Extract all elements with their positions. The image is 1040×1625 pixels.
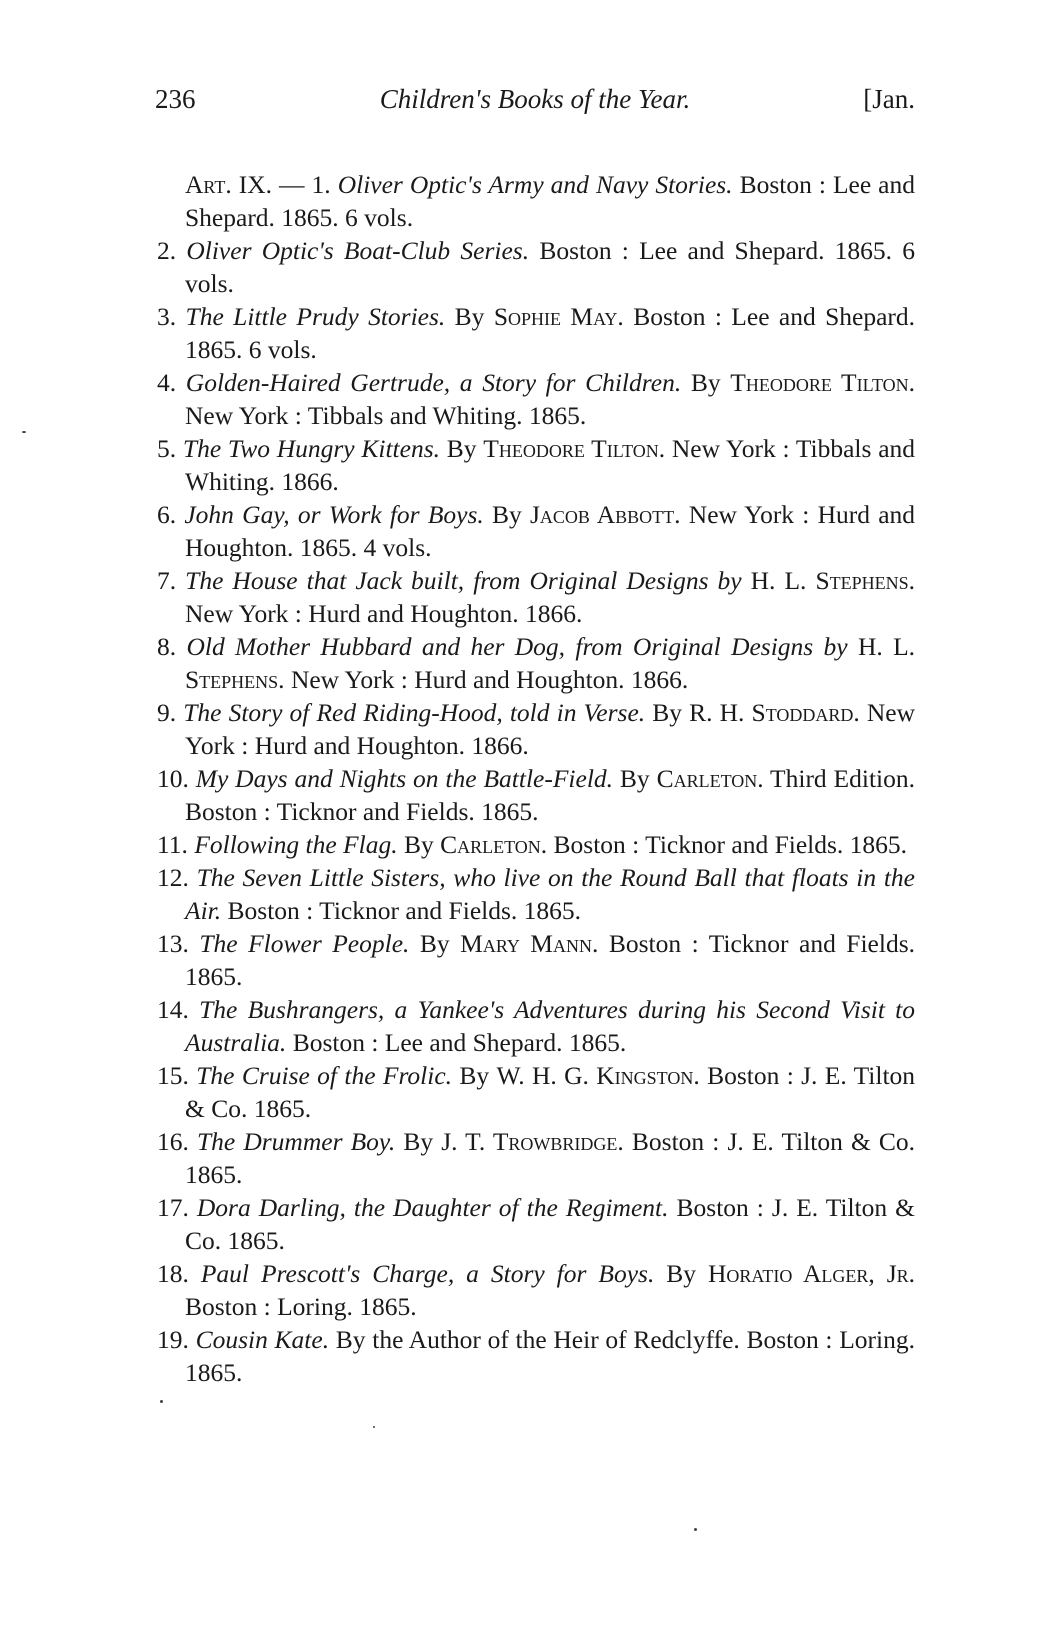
entry-title: Paul Prescott's Charge, a Story for Boys. [200, 1259, 655, 1288]
entry-title: The Bushrangers, a Yankee's Adventures during his Second Visit to Australia. [185, 995, 915, 1057]
entry-imprint: Boston : Lee and Shepard. 1865. 6 vols. [185, 170, 915, 232]
entry-title: Golden-Haired Gertrude, a Story for Children. [185, 368, 682, 397]
page-number: 236 [155, 84, 196, 114]
running-month: [Jan. [863, 84, 915, 114]
entry-imprint: New York : Tibbals and Whiting. 1866. [185, 434, 916, 496]
entry-title: Old Mother Hubbard and her Dog, from Original Designs by [186, 632, 848, 661]
entry-by: By [459, 1061, 490, 1090]
entry-author: J. T. Trowbridge. [441, 1127, 624, 1156]
entry-title: The Seven Little Sisters, who live on the Round Ball that floats in the Air. [185, 863, 915, 925]
entry-number: 7. [157, 566, 177, 595]
entry-title: The Little Prudy Stories. [185, 302, 446, 331]
entry-author: H. L. Stephens. [185, 632, 916, 694]
entry-by: By [446, 434, 477, 463]
entry-author: Theodore Tilton. [730, 368, 915, 397]
entry-by: By [419, 929, 450, 958]
book-entry [157, 828, 915, 861]
entry-imprint: New York : Hurd and Houghton. 1866. [290, 665, 689, 694]
entry-by: By [666, 1259, 697, 1288]
entry-title: Following the Flag. [194, 830, 398, 859]
entry-imprint: Boston : J. E. Tilton & Co. 1865. [185, 1127, 916, 1189]
entry-number: 18. [157, 1259, 189, 1288]
entry-by: By [690, 368, 721, 397]
entry-title: The Flower People. [199, 929, 410, 958]
entry-by: By [454, 302, 485, 331]
entry-by: By [403, 830, 434, 859]
paper-speck [160, 1400, 163, 1403]
entry-imprint: New York : Hurd and Houghton. 1865. 4 vols. [185, 500, 916, 562]
book-entry [157, 762, 915, 828]
entry-author: Horatio Alger, Jr. [708, 1259, 915, 1288]
paper-speck [22, 431, 26, 433]
book-entry [157, 564, 915, 630]
entry-imprint: Boston : J. E. Tilton & Co. 1865. [185, 1061, 916, 1123]
entry-author: Jacob Abbott. [530, 500, 681, 529]
entry-title: Dora Darling, the Daughter of the Regiment. [196, 1193, 669, 1222]
book-entry [157, 861, 915, 927]
entry-number: 8. [157, 632, 177, 661]
entry-number: 15. [157, 1061, 189, 1090]
book-entry [157, 927, 915, 993]
entry-by: By [619, 764, 650, 793]
entry-number: 11. [157, 830, 188, 859]
book-entry [157, 168, 915, 234]
entry-number: 9. [157, 698, 177, 727]
entry-number: Art. IX. — 1. [185, 170, 331, 199]
book-entry [157, 498, 915, 564]
entry-author: H. L. Stephens. [750, 566, 916, 595]
entry-author: R. H. Stoddard. [689, 698, 860, 727]
entry-author: Carleton. [656, 764, 764, 793]
book-entry [157, 1323, 915, 1389]
book-entry [157, 1059, 915, 1125]
book-entry [157, 993, 915, 1059]
entry-title: The Story of Red Riding-Hood, told in Verse. [183, 698, 646, 727]
entry-imprint: Boston : Lee and Shepard. 1865. 6 vols. [185, 302, 916, 364]
book-entry [157, 696, 915, 762]
entry-imprint: Third Edition. Boston : Ticknor and Fields. 1865. [185, 764, 916, 826]
entry-imprint: Boston : Ticknor and Fields. 1865. [185, 929, 916, 991]
entry-title: The House that Jack built, from Original Designs by [185, 566, 742, 595]
book-entry [157, 234, 915, 300]
entry-imprint: Boston : Loring. 1865. [185, 1292, 417, 1321]
book-entry [157, 1125, 915, 1191]
entry-number: 16. [157, 1127, 189, 1156]
entry-title: My Days and Nights on the Battle-Field. [195, 764, 614, 793]
entry-imprint: New York : Hurd and Houghton. 1866. [185, 698, 916, 760]
running-title: Children's Books of the Year. [379, 84, 691, 114]
book-entry [157, 366, 915, 432]
entry-number: 5. [157, 434, 177, 463]
book-entry [157, 300, 915, 366]
entry-number: 2. [157, 236, 177, 265]
entry-by: By [652, 698, 683, 727]
entry-author: Sophie May. [493, 302, 624, 331]
entry-title: The Two Hungry Kittens. [182, 434, 440, 463]
entry-number: 13. [157, 929, 189, 958]
running-header [155, 84, 915, 124]
book-entry [157, 1191, 915, 1257]
book-entry [157, 630, 915, 696]
entry-number: 12. [157, 863, 189, 892]
entry-title: The Cruise of the Frolic. [196, 1061, 453, 1090]
entry-imprint: New York : Hurd and Houghton. 1866. [185, 599, 583, 628]
entry-number: 14. [157, 995, 189, 1024]
entry-imprint: Boston : J. E. Tilton & Co. 1865. [185, 1193, 915, 1255]
entry-imprint: Boston : Lee and Shepard. 1865. [292, 1028, 627, 1057]
entry-imprint: Boston : Ticknor and Fields. 1865. [227, 896, 582, 925]
entry-by: By [492, 500, 522, 529]
entry-number: 4. [157, 368, 177, 397]
entry-author: W. H. G. Kingston. [496, 1061, 700, 1090]
entry-imprint: By the Author of the Heir of Redclyffe. Boston : Loring. 1865. [185, 1325, 915, 1387]
entry-imprint: Boston : Lee and Shepard. 1865. 6 vols. [185, 236, 916, 298]
entry-imprint: New York : Tibbals and Whiting. 1865. [185, 401, 587, 430]
entry-author: Carleton. [440, 830, 548, 859]
book-entry [157, 432, 915, 498]
entry-number: 17. [157, 1193, 189, 1222]
entry-imprint: Boston : Ticknor and Fields. 1865. [553, 830, 908, 859]
entry-number: 10. [157, 764, 189, 793]
entry-title: John Gay, or Work for Boys. [184, 500, 484, 529]
entry-number: 3. [157, 302, 177, 331]
entry-title: Oliver Optic's Boat-Club Series. [186, 236, 530, 265]
entry-by: By [403, 1127, 434, 1156]
book-entry [157, 1257, 915, 1323]
book-list [157, 168, 915, 1389]
entry-title: The Drummer Boy. [196, 1127, 396, 1156]
entry-number: 6. [157, 500, 177, 529]
entry-title: Cousin Kate. [195, 1325, 330, 1354]
paper-speck [694, 1528, 697, 1531]
paper-speck [373, 1426, 375, 1428]
entry-author: Mary Mann. [460, 929, 599, 958]
entry-title: Oliver Optic's Army and Navy Stories. [337, 170, 733, 199]
entry-number: 19. [157, 1325, 189, 1354]
entry-author: Theodore Tilton. [483, 434, 666, 463]
